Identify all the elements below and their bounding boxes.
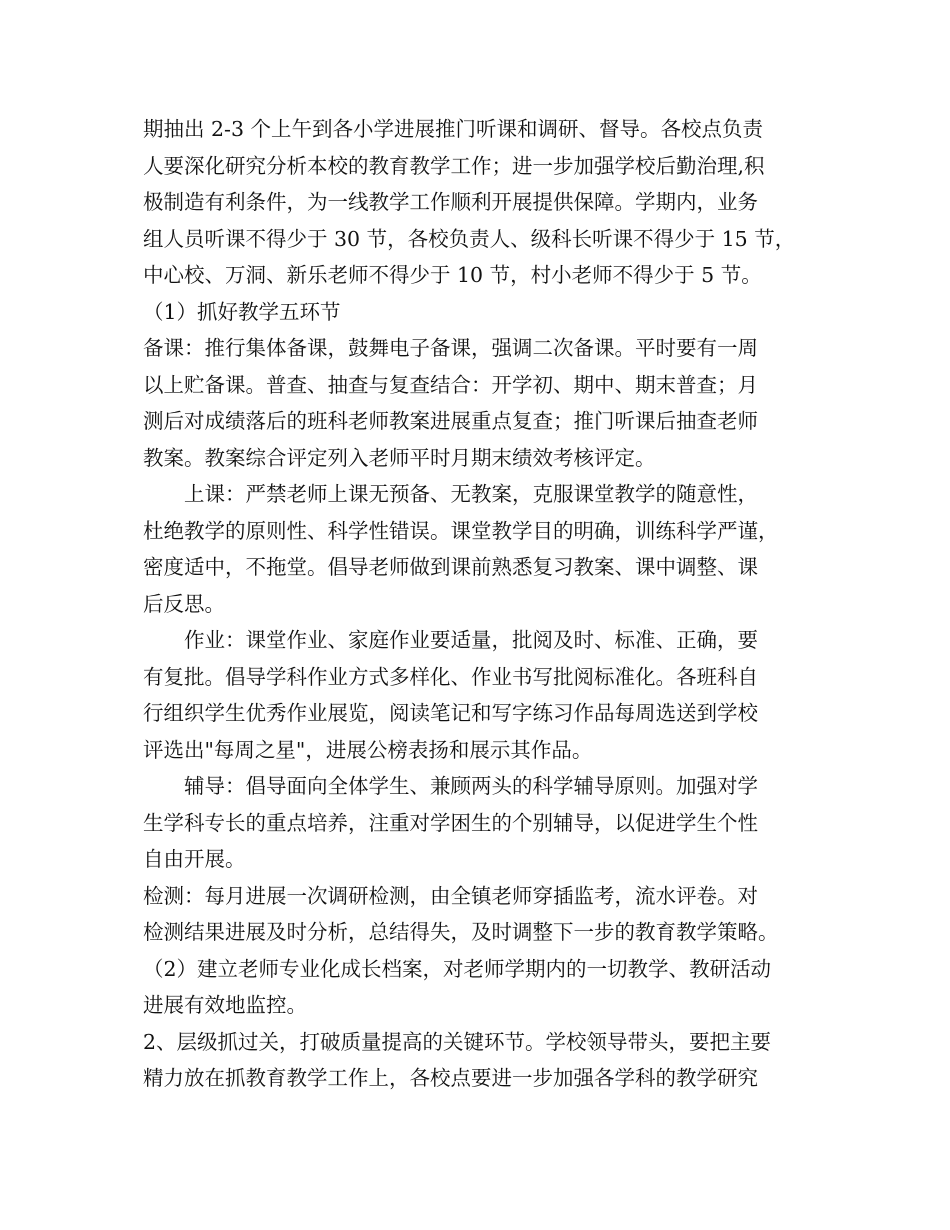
text-line: 人要深化研究分析本校的教育教学工作；进一步加强学校后勤治理,积	[143, 153, 765, 178]
text-line: 行组织学生优秀作业展览，阅读笔记和写字练习作品每周选送到学校	[143, 701, 758, 725]
text-line: 杜绝教学的原则性、科学性错误。课堂教学目的明确，训练科学严谨，	[143, 518, 779, 543]
text-line: 期抽出 2-3 个上午到各小学进展推门听课和调研、督导。各校点负责	[143, 117, 764, 141]
text-line: 作业：课堂作业、家庭作业要适量，批阅及时、标准、正确，要	[184, 628, 758, 652]
text-line: 辅导：倡导面向全体学生、兼顾两头的科学辅导原则。加强对学	[184, 774, 758, 798]
text-line: 检测结果进展及时分析，总结得失，及时调整下一步的教育教学策略。	[143, 920, 779, 944]
text-line: 极制造有利条件，为一线教学工作顺利开展提供保障。学期内，业务	[143, 190, 758, 214]
text-line: 自由开展。	[143, 847, 246, 871]
text-line: 2、层级抓过关，打破质量提高的关键环节。学校领导带头，要把主要	[143, 1029, 772, 1054]
text-line: 后反思。	[143, 591, 225, 616]
text-line: 教案。教案综合评定列入老师平时月期末绩效考核评定。	[143, 445, 656, 470]
text-line: 以上贮备课。普查、抽查与复查结合：开学初、期中、期末普查；月	[143, 372, 758, 397]
text-line: 密度适中，不拖堂。倡导老师做到课前熟悉复习教案、课中调整、课	[143, 555, 758, 579]
text-line: 评选出"每周之星"，进展公榜表扬和展示其作品。	[143, 737, 593, 762]
text-line: 备课：推行集体备课，鼓舞电子备课，强调二次备课。平时要有一周	[143, 336, 758, 360]
text-line: （2）建立老师专业化成长档案，对老师学期内的一切教学、教研活动	[143, 956, 772, 981]
text-line: 进展有效地监控。	[143, 993, 307, 1017]
text-line: 有复批。倡导学科作业方式多样化、作业书写批阅标准化。各班科自	[143, 664, 758, 689]
text-line: 组人员听课不得少于 30 节，各校负责人、级科长听课不得少于 15 节，	[143, 226, 796, 251]
document-body	[143, 111, 823, 1097]
text-line: 上课：严禁老师上课无预备、无教案，克服课堂教学的随意性，	[184, 482, 758, 506]
text-line: 测后对成绩落后的班科老师教案进展重点复查；推门听课后抽查老师	[143, 409, 758, 433]
text-line: 检测：每月进展一次调研检测，由全镇老师穿插监考，流水评卷。对	[143, 883, 758, 908]
text-line: （1）抓好教学五环节	[143, 299, 341, 324]
text-line: 生学科专长的重点培养，注重对学困生的个别辅导，以促进学生个性	[143, 810, 758, 835]
text-line: 中心校、万洞、新乐老师不得少于 10 节，村小老师不得少于 5 节。	[143, 263, 762, 287]
text-line: 精力放在抓教育教学工作上，各校点要进一步加强各学科的教学研究	[143, 1066, 758, 1090]
